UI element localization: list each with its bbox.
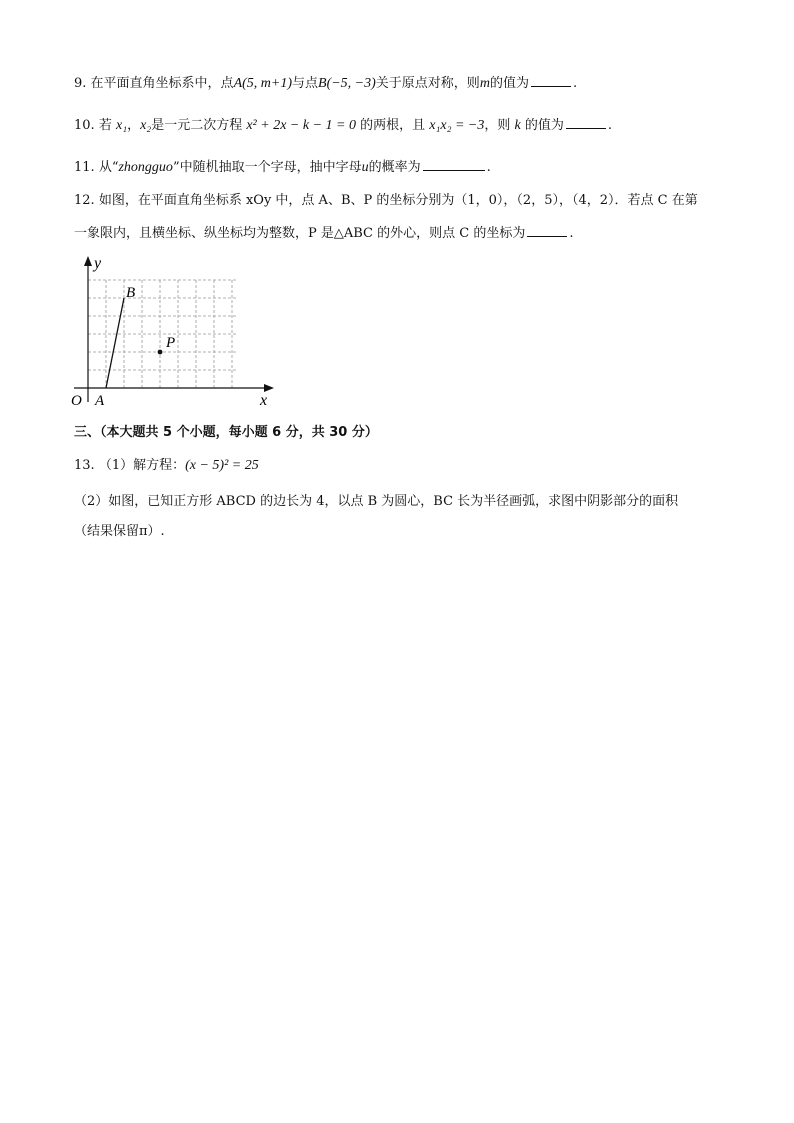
q10-text-5: 的值为 — [524, 118, 564, 133]
q12-text-line-1: 如图，在平面直角坐标系 xOy 中，点 A、B、P 的坐标分别为（1，0），（2，5），（4，2）．若点 C 在第 — [98, 193, 698, 208]
q10-equation: x² + 2x − k − 1 = 0 — [246, 118, 356, 133]
point-p — [158, 350, 163, 355]
question-13-part-2-line-1 — [74, 492, 720, 512]
q9-text-2: 与点 — [292, 76, 319, 91]
label-b: B — [126, 285, 136, 301]
q9-point-b: B(−5, −3) — [318, 76, 376, 91]
q9-var-m: m — [479, 76, 490, 91]
question-13-part-2-line-2 — [74, 522, 720, 542]
q13-part-1-equation: (x − 5)² = 25 — [185, 458, 259, 473]
q9-point-a: A(5, m+1) — [233, 76, 292, 91]
q11-letter: u — [361, 160, 369, 175]
q10-var-k: k — [514, 118, 521, 133]
q10-text-3: 的两根，且 — [360, 118, 426, 133]
q10-x2: x₂ — [140, 118, 152, 133]
q10-number: 10. — [74, 118, 95, 133]
label-x: x — [260, 392, 268, 409]
q10-text-4: ，则 — [484, 118, 511, 133]
q9-text-1: 在平面直角坐标系中，点 — [90, 76, 234, 91]
q13-number: 13. — [74, 458, 95, 473]
q11-word: zhongguo — [118, 160, 173, 175]
q12-text-line-2: 一象限内，且横坐标、纵坐标均为整数，P 是△ABC 的外心，则点 C 的坐标为 — [74, 226, 526, 241]
q13-part-2-text-2: （结果保留π）. — [74, 524, 165, 539]
grid-lines — [88, 280, 238, 388]
q10-x1: x₁ — [115, 118, 128, 133]
q11-text-2: ”中随机抽取一个字母，抽中字母 — [172, 160, 362, 175]
q10-end: . — [607, 118, 613, 133]
question-12-line-2 — [74, 222, 720, 244]
q9-text-4: 的值为 — [489, 76, 529, 91]
label-o: O — [71, 393, 82, 409]
q10-condition: x₁x₂ = −3 — [429, 118, 485, 133]
question-13-part-1 — [74, 456, 720, 476]
question-10 — [74, 114, 720, 136]
q12-number: 12. — [74, 193, 95, 208]
q10-answer-blank[interactable] — [566, 114, 606, 129]
q9-number: 9. — [74, 76, 87, 91]
q10-text-2: 是一元二次方程 — [151, 118, 243, 133]
q11-text-1: 从“ — [98, 160, 119, 175]
segment-ab — [106, 298, 124, 388]
coordinate-figure — [64, 252, 284, 410]
question-11 — [74, 156, 720, 178]
label-a: A — [95, 393, 105, 409]
q11-text-3: 的概率为 — [368, 160, 421, 175]
q10-comma: ， — [127, 118, 141, 133]
q13-part-2-text-1: （2）如图，已知正方形 ABCD 的边长为 4，以点 B 为圆心，BC 长为半径画弧，求图中阴影部分的面积 — [74, 494, 679, 509]
q9-answer-blank[interactable] — [531, 72, 571, 87]
section-3-heading: 三、（本大题共 5 个小题，每小题 6 分，共 30 分） — [74, 425, 378, 440]
q13-part-1-label: （1）解方程： — [98, 458, 186, 473]
question-9 — [74, 72, 720, 94]
q11-end: . — [486, 160, 491, 175]
label-y: y — [94, 255, 102, 272]
y-axis-arrow-icon — [84, 256, 92, 266]
q12-answer-blank[interactable] — [527, 222, 567, 237]
q12-end: . — [569, 226, 574, 241]
label-p: P — [166, 335, 176, 351]
q11-number: 11. — [74, 160, 95, 175]
q10-text-1: 若 — [98, 118, 112, 133]
question-12-line-1 — [74, 191, 720, 211]
q9-text-3: 关于原点对称，则 — [375, 76, 480, 91]
q9-end: . — [572, 76, 578, 91]
x-axis-arrow-icon — [264, 384, 274, 392]
q11-answer-blank[interactable] — [423, 156, 485, 171]
